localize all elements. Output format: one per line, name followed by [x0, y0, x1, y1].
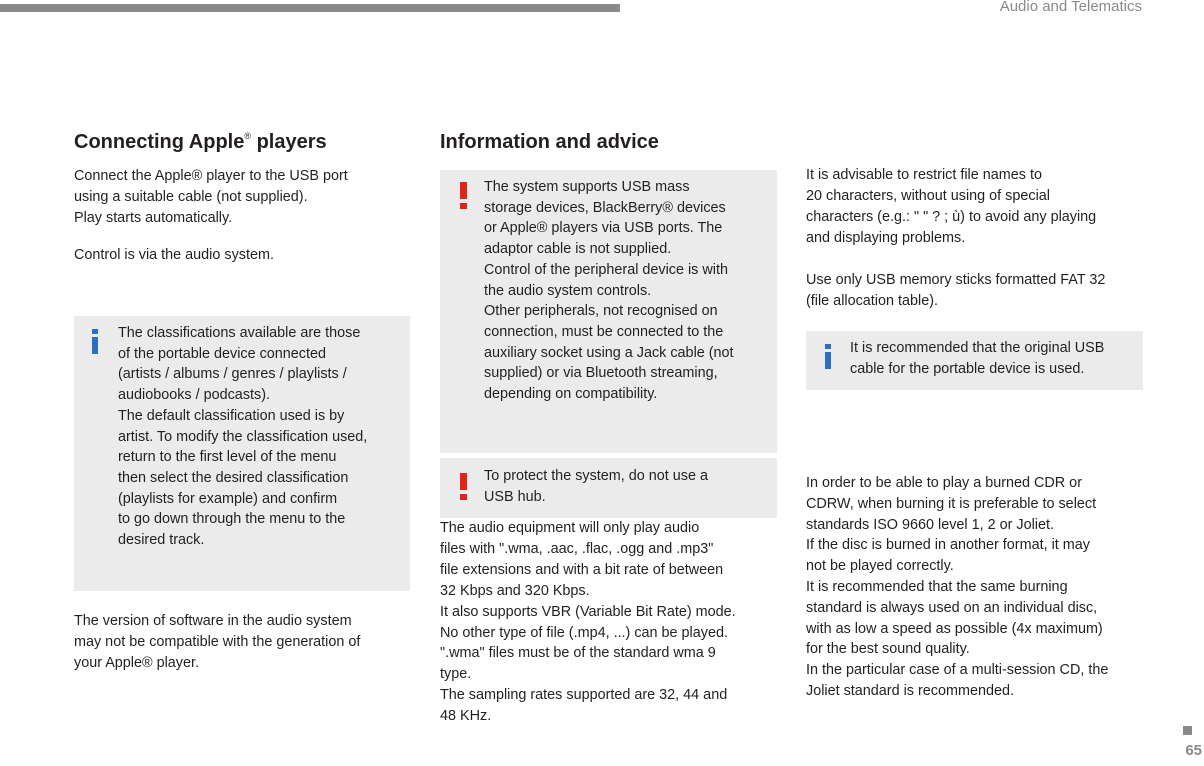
classification-info-text: The classifications available are those of the portable device connected (artists / albums / genres / playlists / audiobooks / podcasts). The default classification used is by artist. To modify the classification used, return to the first level of the menu then select the desired classification (playlists for example) and confirm to go down through the menu to the desired track.: [118, 325, 368, 549]
usb-cable-info-box: [806, 331, 1143, 390]
registered-mark: ®: [244, 131, 252, 141]
cd-burning-advice: In order to be able to play a burned CDR or CDRW, when burning it is preferable to select standards ISO 9660 level 1, 2 or Joliet. If the disc is burned in another format, it may not be played correctly. It is recommended that the same burning standard is always used on an individual disc, with as low a speed as possible (4x maximum) for the best sound quality. In the particular case of a multi-session CD, the Joliet standard is recommended.: [806, 475, 1109, 699]
page-end-marker: [1183, 726, 1192, 735]
classification-info-box: [74, 316, 410, 591]
software-version-note: The version of software in the audio system may not be compatible with the generation of your Apple® player.: [74, 613, 361, 671]
connect-instructions: Connect the Apple® player to the USB port using a suitable cable (not supplied). Play starts automatically.: [74, 168, 348, 226]
audio-formats-text: The audio equipment will only play audio files with ".wma, .aac, .flac, .ogg and .mp3" file extensions and with a bit rate of between 32 Kbps and 320 Kbps. It also supports VBR (Variable Bit Rate) mode. No other type of file (.mp4, ...) can be played. ".wma" files must be of the standard wma 9 type. The sampling rates supported are 32, 44 and 48 KHz.: [440, 520, 736, 725]
fat32-note: Use only USB memory sticks formatted FAT 32 (file allocation table).: [806, 272, 1106, 309]
info-icon: [823, 344, 833, 370]
usb-hub-warning-text: To protect the system, do not use a USB hub.: [484, 468, 708, 505]
info-icon: [90, 329, 100, 355]
control-note: Control is via the audio system.: [74, 247, 274, 263]
connecting-apple-heading: [74, 131, 327, 154]
usb-support-warning-text: The system supports USB mass storage devices, BlackBerry® devices or Apple® players via USB ports. The adaptor cable is not supplied. Control of the peripheral device is with the audio system controls. Other peripherals, not recognised on connection, must be connected to the auxiliary socket using a Jack cable (not supplied) or via Bluetooth streaming, depending on compatibility.: [484, 179, 734, 403]
information-advice-heading: Information and advice: [440, 131, 659, 153]
usb-cable-info-text: It is recommended that the original USB cable for the portable device is used.: [850, 340, 1105, 377]
header-bar: [0, 4, 620, 12]
page-number: 65: [1185, 742, 1202, 759]
warning-icon: [459, 473, 469, 501]
usb-hub-warning-box: [440, 458, 777, 518]
heading-text: Connecting Apple: [74, 131, 245, 153]
section-title: Audio and Telematics: [999, 0, 1142, 15]
file-names-advice: It is advisable to restrict file names to 20 characters, without using of special characters (e.g.: " " ? ; ù) to avoid any playing and displaying problems.: [806, 167, 1097, 246]
usb-support-warning-box: [440, 170, 777, 453]
heading-text-suffix: players: [251, 131, 327, 153]
warning-icon: [459, 182, 469, 210]
